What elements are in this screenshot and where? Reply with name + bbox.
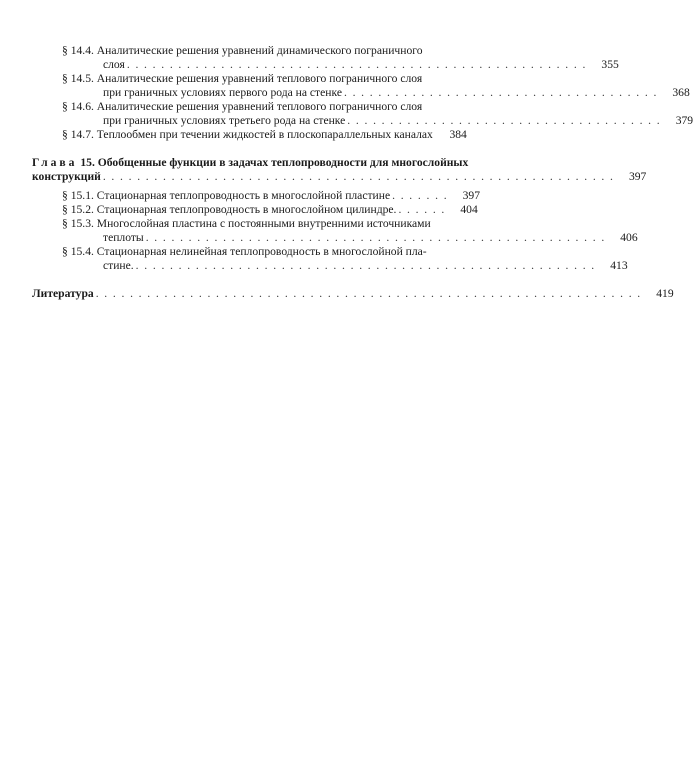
page-number: 419 bbox=[656, 287, 674, 300]
page-number: 355 bbox=[601, 58, 619, 71]
chapter-number: 15. bbox=[80, 156, 95, 169]
leader-dots: . . . . . . . . . . . . . . . . . . . . . . . . . . . . . . . . . . . . . . . . . . . . . . . . . . . . . . bbox=[126, 58, 587, 71]
leader-dots: . . . . . . . . . . . . . . . . . . . . . . . . . . . . . . . . . . . . . . . . . . . . . . . . . . . . . . bbox=[135, 259, 596, 272]
toc-entry-15-1 bbox=[62, 189, 480, 203]
toc-entry-text: § 14.7. Теплообмен при течении жидкостей в плоскопараллельных каналах bbox=[62, 128, 433, 141]
page-number: 406 bbox=[620, 231, 638, 244]
page-number: 397 bbox=[462, 189, 480, 202]
chapter-title: Обобщенные функции в задачах теплопроводности для многослойных bbox=[97, 156, 469, 169]
page-number: 397 bbox=[628, 170, 647, 183]
chapter-title-continued: конструкций bbox=[32, 170, 101, 183]
chapter-15-heading-line2 bbox=[32, 170, 647, 184]
toc-entry-14-6-line2 bbox=[103, 114, 693, 128]
leader-dots: . . . . . . . . . . . . . . . . . . . . . . . . . . . . . . . . . . . . . bbox=[347, 114, 662, 127]
chapter-label: Глава bbox=[32, 156, 78, 169]
page-number: 384 bbox=[449, 128, 467, 141]
toc-entry-14-4-line2 bbox=[103, 58, 619, 72]
toc-entry-text: § 15.2. Стационарная теплопроводность в многослойном цилиндре. bbox=[62, 203, 397, 216]
toc-entry-15-3-line1: § 15.3. Многослойная пластина с постоянными внутренними источниками bbox=[62, 217, 431, 230]
leader-dots: . . . . . . bbox=[398, 203, 446, 216]
toc-entry-15-4-line2 bbox=[103, 259, 628, 273]
page-number: 368 bbox=[672, 86, 690, 99]
toc-entry-text: теплоты bbox=[103, 231, 144, 244]
chapter-15-heading-line1 bbox=[32, 156, 468, 170]
toc-entry-15-4-line1: § 15.4. Стационарная нелинейная теплопроводность в многослойной пла- bbox=[62, 245, 427, 258]
leader-dots: . . . . . . . . . . . . . . . . . . . . . . . . . . . . . . . . . . . . . . . . . . . . . . . . . . . . . . bbox=[145, 231, 606, 244]
toc-entry-text: при граничных условиях третьего рода на стенке bbox=[103, 114, 346, 127]
toc-entry-text: § 15.1. Стационарная теплопроводность в многослойной пластине bbox=[62, 189, 391, 202]
toc-entry-text: слоя bbox=[103, 58, 125, 71]
leader-dots: . . . . . . . . . . . . . . . . . . . . . . . . . . . . . . . . . . . . . bbox=[343, 86, 658, 99]
toc-entry-14-6-line1: § 14.6. Аналитические решения уравнений теплового пограничного слоя bbox=[62, 100, 423, 113]
toc-entry-15-3-line2 bbox=[103, 231, 638, 245]
page-number: 404 bbox=[460, 203, 478, 216]
leader-dots: . . . . . . . bbox=[392, 189, 448, 202]
toc-entry-14-7 bbox=[62, 128, 467, 142]
page-number: 379 bbox=[675, 114, 693, 127]
leader-dots: . . . . . . . . . . . . . . . . . . . . . . . . . . . . . . . . . . . . . . . . . . . . . . . . . . . . . . . . . . . . bbox=[102, 170, 615, 183]
page-number: 413 bbox=[610, 259, 628, 272]
toc-entry-14-4-line1: § 14.4. Аналитические решения уравнений динамического пограничного bbox=[62, 44, 423, 57]
toc-entry-text: Литература bbox=[32, 287, 94, 300]
toc-entry-text: при граничных условиях первого рода на стенке bbox=[103, 86, 342, 99]
leader-dots: . . . . . . . . . . . . . . . . . . . . . . . . . . . . . . . . . . . . . . . . . . . . . . . . . . . . . . . . . . . . . . . . bbox=[95, 287, 642, 300]
toc-entry-literature bbox=[32, 287, 674, 301]
toc-entry-14-5-line2 bbox=[103, 86, 690, 100]
toc-entry-15-2 bbox=[62, 203, 478, 217]
toc-entry-14-5-line1: § 14.5. Аналитические решения уравнений теплового пограничного слоя bbox=[62, 72, 423, 85]
toc-entry-text: стине. bbox=[103, 259, 134, 272]
